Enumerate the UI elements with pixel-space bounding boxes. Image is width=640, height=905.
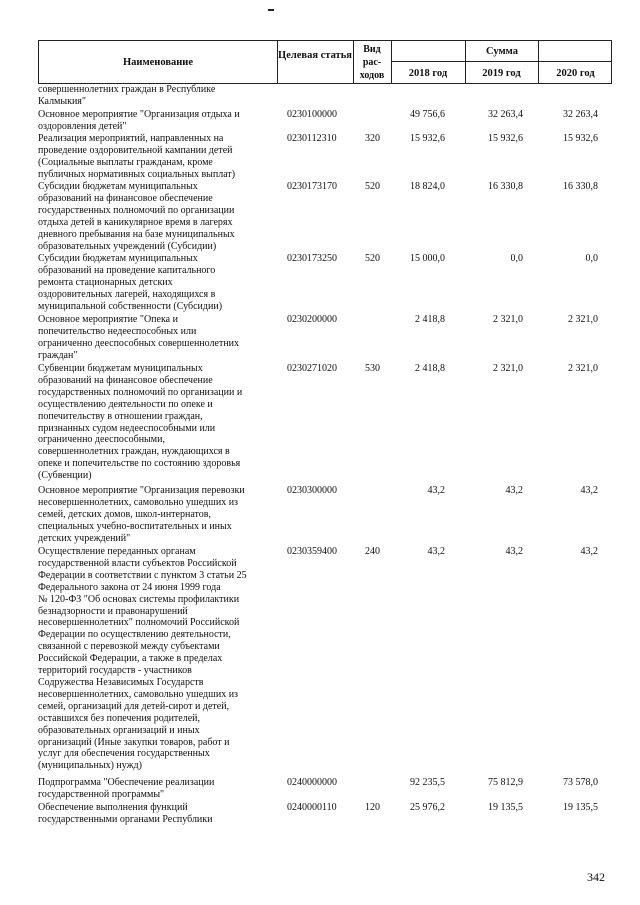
- row-name: Осуществление переданных органам государственной власти субъектов Российской Федерации в соответствии с пунктом 3 статьи 25 Федерального закона от 24 июня 1999 года № 120-ФЗ "Об основах системы профилактики безнадзорности и правонарушений несовершеннолетних" полномочий Российской Федерации по осуществлению деятельности, связанной с перевозкой между субъектами Российской Федерации, а также в пределах территорий государств - участников Содружества Независимых Государств несовершеннолетних, самовольно ушедших из семей, организаций для детей-сирот и детей, оставшихся без попечения родителей, образовательных организаций и иных организаций (Иные закупки товаров, работ и услуг для обеспечения государственных (муниципальных) нужд): [38, 546, 247, 772]
- row-code: 0240000110: [287, 802, 337, 813]
- row-vid: 240: [365, 546, 380, 557]
- row-2020: 43,2: [580, 546, 598, 557]
- row-2019: 19 135,5: [488, 802, 523, 813]
- row-code: 0240000000: [287, 777, 337, 788]
- row-vid: 520: [365, 181, 380, 192]
- table-row: [38, 253, 612, 314]
- header-year1: 2018 год: [408, 68, 448, 79]
- row-2019: 0,0: [510, 253, 523, 264]
- table-row: [38, 84, 612, 109]
- row-name: Обеспечение выполнения функций государственными органами Республики: [38, 802, 213, 825]
- table-body: [38, 84, 612, 828]
- row-name: Реализация мероприятий, направленных на проведение оздоровительной кампании детей (Социальные выплаты гражданам, кроме публичных нормативных социальных выплат): [38, 133, 236, 180]
- header-name: Наименование: [123, 57, 193, 68]
- row-name: Основное мероприятие "Опека и попечительство недееспособных или ограниченно дееспособных совершеннолетних граждан": [38, 314, 240, 361]
- row-code: 0230112310: [287, 133, 337, 144]
- table-row: [38, 777, 612, 802]
- row-2019: 16 330,8: [488, 181, 523, 192]
- row-name: Субсидии бюджетам муниципальных образований на финансовое обеспечение государственных полномочий по организации отдыха детей в каникулярное время в лагерях дневного пребывания на базе муниципальных образовательных учреждений (Субсидии): [38, 181, 235, 252]
- table-row: [38, 363, 612, 485]
- row-code: 0230359400: [287, 546, 337, 557]
- row-2019: 75 812,9: [488, 777, 523, 788]
- row-2020: 73 578,0: [563, 777, 598, 788]
- row-2020: 2 321,0: [568, 363, 598, 374]
- row-2018: 18 824,0: [410, 181, 445, 192]
- row-code: 0230200000: [287, 314, 337, 325]
- row-2018: 92 235,5: [410, 777, 445, 788]
- row-2020: 0,0: [585, 253, 598, 264]
- row-vid: 120: [365, 802, 380, 813]
- row-code: 0230100000: [287, 109, 337, 120]
- row-2020: 15 932,6: [563, 133, 598, 144]
- row-vid: 530: [365, 363, 380, 374]
- page-number: 342: [587, 870, 605, 884]
- scan-mark: [268, 9, 274, 11]
- row-2018: 43,2: [427, 485, 445, 496]
- row-2018: 25 976,2: [410, 802, 445, 813]
- row-2018: 43,2: [427, 546, 445, 557]
- row-2020: 32 263,4: [563, 109, 598, 120]
- row-code: 0230173250: [287, 253, 337, 264]
- row-code: 0230173170: [287, 181, 337, 192]
- row-2020: 2 321,0: [568, 314, 598, 325]
- row-2018: 2 418,8: [415, 363, 445, 374]
- row-code: 0230271020: [287, 363, 337, 374]
- row-2018: 49 756,6: [410, 109, 445, 120]
- table-row: [38, 485, 612, 546]
- table-row: [38, 181, 612, 253]
- table-row: [38, 314, 612, 363]
- row-2020: 16 330,8: [563, 181, 598, 192]
- row-code: 0230300000: [287, 485, 337, 496]
- row-name: Основное мероприятие "Организация отдыха и оздоровления детей": [38, 109, 240, 132]
- row-2019: 43,2: [505, 485, 523, 496]
- table-row: [38, 109, 612, 133]
- header-vid: Вид рас-ходов: [359, 44, 385, 81]
- header-year3: 2020 год: [556, 68, 595, 79]
- row-vid: 520: [365, 253, 380, 264]
- row-2018: 15 932,6: [410, 133, 445, 144]
- row-name: Подпрограмма "Обеспечение реализации государственной программы": [38, 777, 215, 800]
- row-2018: 2 418,8: [415, 314, 445, 325]
- row-name: Основное мероприятие "Организация перевозки несовершеннолетних, самовольно ушедших из семей, детских домов, школ-интернатов, специальных учебно-воспитательных и иных детских учреждений": [38, 485, 245, 544]
- table-header: [38, 40, 612, 84]
- header-target: Целевая статья: [278, 50, 352, 61]
- row-2019: 32 263,4: [488, 109, 523, 120]
- header-sum: Сумма: [486, 46, 518, 57]
- row-name: Субсидии бюджетам муниципальных образований на проведение капитального ремонта стационарных детских оздоровительных лагерей, находящихся в муниципальной собственности (Субсидии): [38, 253, 223, 312]
- row-2018: 15 000,0: [410, 253, 445, 264]
- row-2020: 43,2: [580, 485, 598, 496]
- row-vid: 320: [365, 133, 380, 144]
- header-year2: 2019 год: [482, 68, 521, 79]
- table-row: [38, 546, 612, 777]
- row-2019: 43,2: [505, 546, 523, 557]
- row-2019: 2 321,0: [493, 363, 523, 374]
- table-row: [38, 133, 612, 181]
- row-2019: 15 932,6: [488, 133, 523, 144]
- row-name: Субвенции бюджетам муниципальных образований на финансовое обеспечение государственных полномочий по организации и осуществлению деятельности по опеке и попечительству в отношении граждан, признанных судом недееспособными или ограниченно дееспособными, совершеннолетних граждан, нуждающихся в опеке и попечительстве по состоянию здоровья (Субвенции): [38, 363, 243, 482]
- row-2020: 19 135,5: [563, 802, 598, 813]
- row-name: совершеннолетних граждан в Республике Калмыкия": [38, 84, 216, 107]
- row-2019: 2 321,0: [493, 314, 523, 325]
- table-row: [38, 802, 612, 828]
